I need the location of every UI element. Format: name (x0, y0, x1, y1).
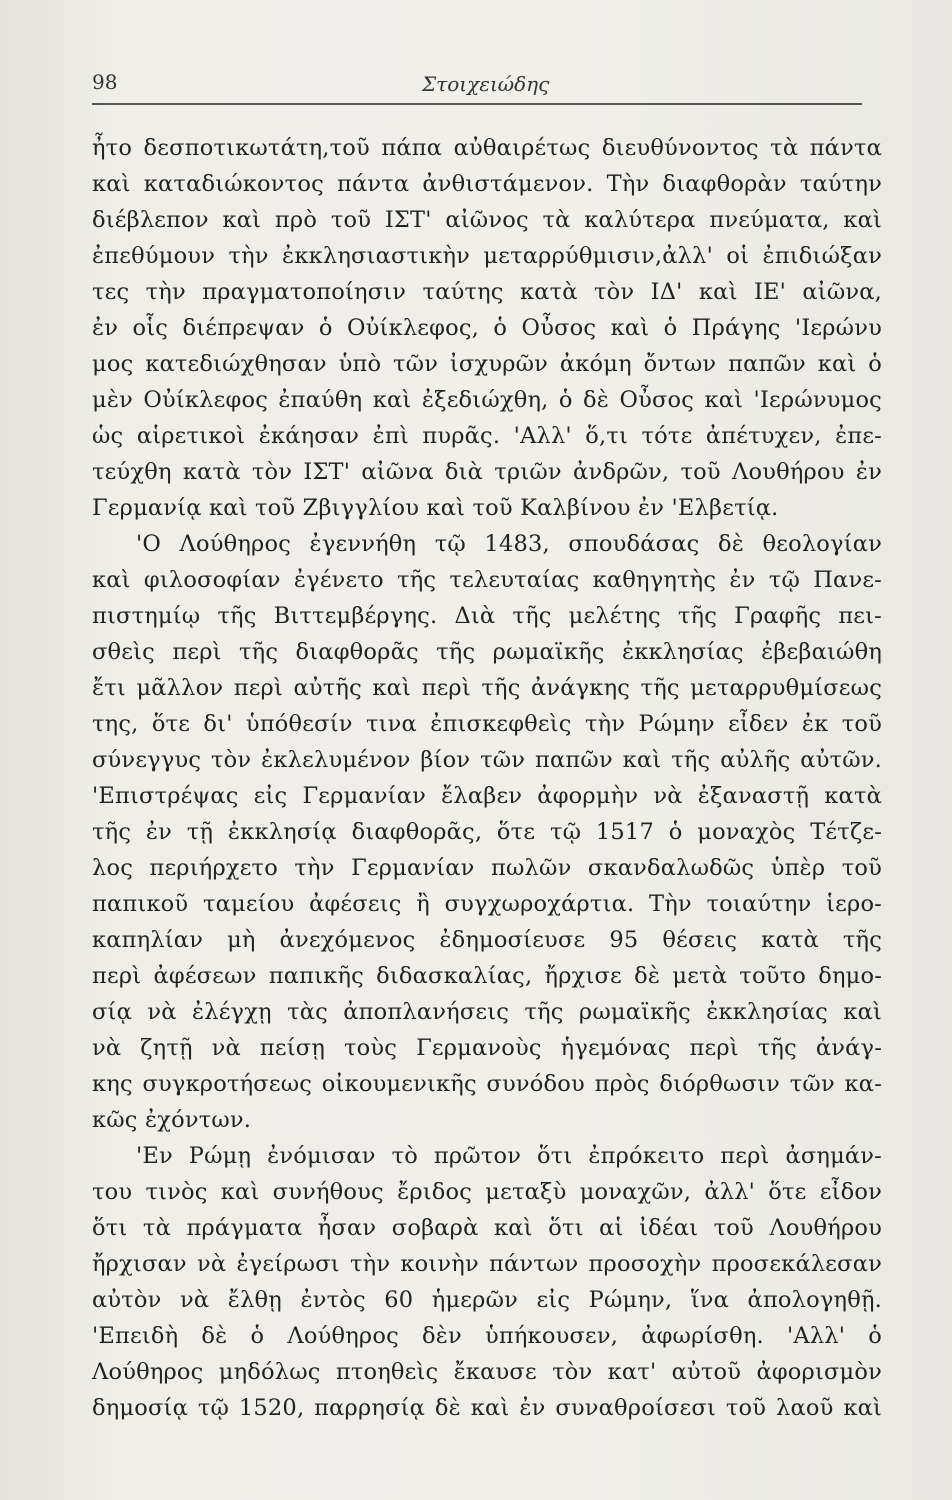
text-line: δημοσίᾳ τῷ 1520, παρρησίᾳ δὲ καὶ ἐν συναθροίσεσι τοῦ λαοῦ καὶ (92, 1395, 882, 1421)
text-line: Γερμανίᾳ καὶ τοῦ Ζβιγγλίου καὶ τοῦ Καλβίνου ἐν 'Ελβετίᾳ. (92, 495, 779, 521)
text-line: καὶ καταδιώκοντος πάντα ἀνθιστάμενον. Τὴν διαφθορὰν ταύτην (92, 171, 882, 197)
text-line: καὶ φιλοσοφίαν ἐγένετο τῆς τελευταίας καθηγητὴς ἐν τῷ Πανε- (92, 567, 882, 593)
page-header (92, 70, 862, 106)
text-line: 'Ο Λούθηρος ἐγεννήθη τῷ 1483, σπουδάσας δὲ θεολογίαν (136, 531, 882, 557)
text-line: ἐπεθύμουν τὴν ἐκκλησιαστικὴν μεταρρύθμισιν,ἀλλ' οἱ ἐπιδιώξαν (92, 243, 882, 269)
text-line: ὅτι τὰ πράγματα ἦσαν σοβαρὰ καὶ ὅτι αἱ ἰδέαι τοῦ Λουθήρου (92, 1215, 882, 1241)
text-line: διέβλεπον καὶ πρὸ τοῦ ΙΣΤ' αἰῶνος τὰ καλύτερα πνεύματα, καὶ (92, 207, 882, 233)
text-line: κῶς ἐχόντων. (92, 1107, 252, 1133)
running-head: Στοιχειώδης (422, 72, 550, 96)
text-line: σύνεγγυς τὸν ἐκλελυμένον βίον τῶν παπῶν καὶ τῆς αὐλῆς αὐτῶν. (92, 747, 882, 773)
text-line: πιστημίῳ τῆς Βιττεμβέργης. Διὰ τῆς μελέτης τῆς Γραφῆς πει- (92, 603, 882, 629)
text-line: τῆς ἐν τῇ ἐκκλησίᾳ διαφθορᾶς, ὅτε τῷ 1517 ὁ μοναχὸς Τέτζε- (92, 819, 882, 845)
text-line: ἦτο δεσποτικωτάτη,τοῦ πάπα αὐθαιρέτως διευθύνοντος τὰ πάντα (92, 135, 882, 161)
text-line: μος κατεδιώχθησαν ὑπὸ τῶν ἰσχυρῶν ἀκόμη ὄντων παπῶν καὶ ὁ (92, 351, 882, 377)
text-line: 'Επιστρέψας εἰς Γερμανίαν ἔλαβεν ἀφορμὴν νὰ ἐξαναστῇ κατὰ (92, 783, 882, 809)
text-line: μὲν Οὐίκλεφος ἐπαύθη καὶ ἐξεδιώχθη, ὁ δὲ Οὖσος καὶ 'Ιερώνυμος (92, 387, 882, 413)
text-line: 'Επειδὴ δὲ ὁ Λούθηρος δὲν ὑπήκουσεν, ἀφωρίσθη. 'Αλλ' ὁ (92, 1323, 882, 1349)
text-line: παπικοῦ ταμείου ἀφέσεις ἢ συγχωροχάρτια. Τὴν τοιαύτην ἱερο- (92, 891, 882, 917)
text-line: τες τὴν πραγματοποίησιν ταύτης κατὰ τὸν ΙΔ' καὶ ΙΕ' αἰῶνα, (92, 279, 882, 305)
text-line: νὰ ζητῇ νὰ πείσῃ τοὺς Γερμανοὺς ἡγεμόνας περὶ τῆς ἀνάγ- (92, 1035, 882, 1061)
text-line: περὶ ἀφέσεων παπικῆς διδασκαλίας, ἤρχισε δὲ μετὰ τοῦτο δημο- (92, 963, 882, 989)
text-line: σίᾳ νὰ ἐλέγχῃ τὰς ἀποπλανήσεις τῆς ρωμαϊκῆς ἐκκλησίας καὶ (92, 999, 882, 1025)
text-line: αὐτὸν νὰ ἔλθῃ ἐντὸς 60 ἡμερῶν εἰς Ρώμην, ἵνα ἀπολογηθῇ. (92, 1287, 882, 1313)
text-line: καπηλίαν μὴ ἀνεχόμενος ἐδημοσίευσε 95 θέσεις κατὰ τῆς (92, 927, 882, 953)
text-line: ἤρχισαν νὰ ἐγείρωσι τὴν κοινὴν πάντων προσοχὴν προσεκάλεσαν (92, 1251, 882, 1277)
text-line: Λούθηρος μηδόλως πτοηθεὶς ἔκαυσε τὸν κατ' αὐτοῦ ἀφορισμὸν (92, 1359, 882, 1385)
text-line: 'Εν Ρώμῃ ἐνόμισαν τὸ πρῶτον ὅτι ἐπρόκειτο περὶ ἀσημάν- (136, 1143, 882, 1169)
text-line: τεύχθη κατὰ τὸν ΙΣΤ' αἰῶνα διὰ τριῶν ἀνδρῶν, τοῦ Λουθήρου ἐν (92, 459, 882, 485)
text-line: του τινὸς καὶ συνήθους ἔριδος μεταξὺ μοναχῶν, ἀλλ' ὅτε εἶδον (92, 1179, 882, 1205)
text-line: σθεὶς περὶ τῆς διαφθορᾶς τῆς ρωμαϊκῆς ἐκκλησίας ἐβεβαιώθη (92, 639, 882, 665)
text-line: ὡς αἱρετικοὶ ἐκάησαν ἐπὶ πυρᾶς. 'Αλλ' ὅ,τι τότε ἀπέτυχεν, ἐπε- (92, 423, 882, 449)
page-number: 98 (92, 70, 118, 94)
text-line: κης συγκροτήσεως οἰκουμενικῆς συνόδου πρὸς διόρθωσιν τῶν κα- (92, 1071, 882, 1097)
text-line: ἔτι μᾶλλον περὶ αὐτῆς καὶ περὶ τῆς ἀνάγκης τῆς μεταρρυθμίσεως (92, 675, 882, 701)
text-line: ἐν οἷς διέπρεψαν ὁ Οὐίκλεφος, ὁ Οὖσος καὶ ὁ Πράγης 'Ιερώνυ (92, 315, 882, 341)
text-line: της, ὅτε δι' ὑπόθεσίν τινα ἐπισκεφθεὶς τὴν Ρώμην εἶδεν ἐκ τοῦ (92, 711, 882, 737)
text-line: λος περιήρχετο τὴν Γερμανίαν πωλῶν σκανδαλωδῶς ὑπὲρ τοῦ (92, 855, 882, 881)
header-rule (92, 103, 862, 105)
